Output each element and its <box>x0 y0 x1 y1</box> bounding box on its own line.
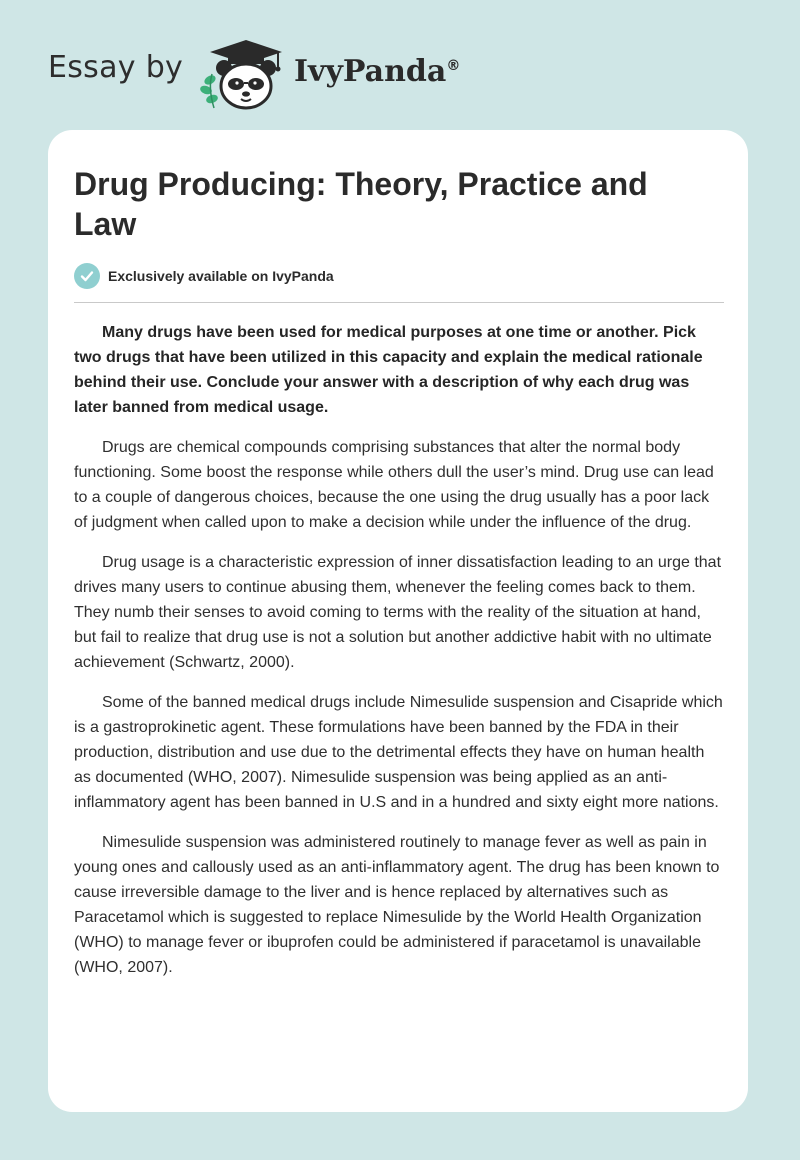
site-header <box>48 36 752 116</box>
page-title: Drug Producing: Theory, Practice and Law <box>74 166 648 242</box>
divider <box>74 302 724 303</box>
checkmark-icon <box>74 263 100 289</box>
body-paragraph: Nimesulide suspension was administered routinely to manage fever as well as pain in young ones and callously used as an anti-inflammatory agent. The drug has been known to cause irreversible damage to the liver and is hence replaced by alternatives such as Paracetamol which is suggested to replace Nimesulide by the World Health Organization (WHO) to manage fever or ibuprofen could be administered if paracetamol is unavailable (WHO, 2007). <box>74 834 720 976</box>
essay-question: Many drugs have been used for medical purposes at one time or another. Pick two drugs that have been utilized in this capacity and explain the medical rationale behind their use. Conclude your answer with a description of why each drug was later banned from medical usage. <box>74 324 703 416</box>
body-paragraph: Drug usage is a characteristic expression of inner dissatisfaction leading to an urge that drives many users to continue abusing them, whenever the feeling comes back to them. They numb their senses to avoid coming to terms with the reality of the situation at hand, but fail to realize that drug use is not a solution but another addictive habit with no ultimate achievement (Schwartz, 2000). <box>74 554 722 671</box>
body-paragraph: Some of the banned medical drugs include Nimesulide suspension and Cisapride which is a gastroprokinetic agent. These formulations have been banned by the FDA in their production, distribution and use due to the detrimental effects they have on human health as documented (WHO, 2007). Nimesulide suspension was being applied as an anti-inflammatory agent has been banned in U.S and in a hundred and sixty eight more nations. <box>74 694 723 811</box>
essay-by-label: Essay by <box>48 50 184 85</box>
badge-label: Exclusively available on IvyPanda <box>108 268 334 284</box>
panda-graduate-icon[interactable] <box>198 36 294 112</box>
registered-mark: ® <box>446 58 461 74</box>
exclusive-badge <box>74 262 334 290</box>
article-card <box>48 130 748 1112</box>
body-paragraph: Drugs are chemical compounds comprising substances that alter the normal body functioning. Some boost the response while others dull the user’s mind. Drug use can lead to a couple of dangerous choices, because the one using the drug usually has a poor lack of judgment when called upon to make a decision while under the influence of the drug. <box>74 439 714 531</box>
article-body <box>74 320 724 995</box>
brand-name[interactable]: IvyPanda® <box>294 54 461 89</box>
